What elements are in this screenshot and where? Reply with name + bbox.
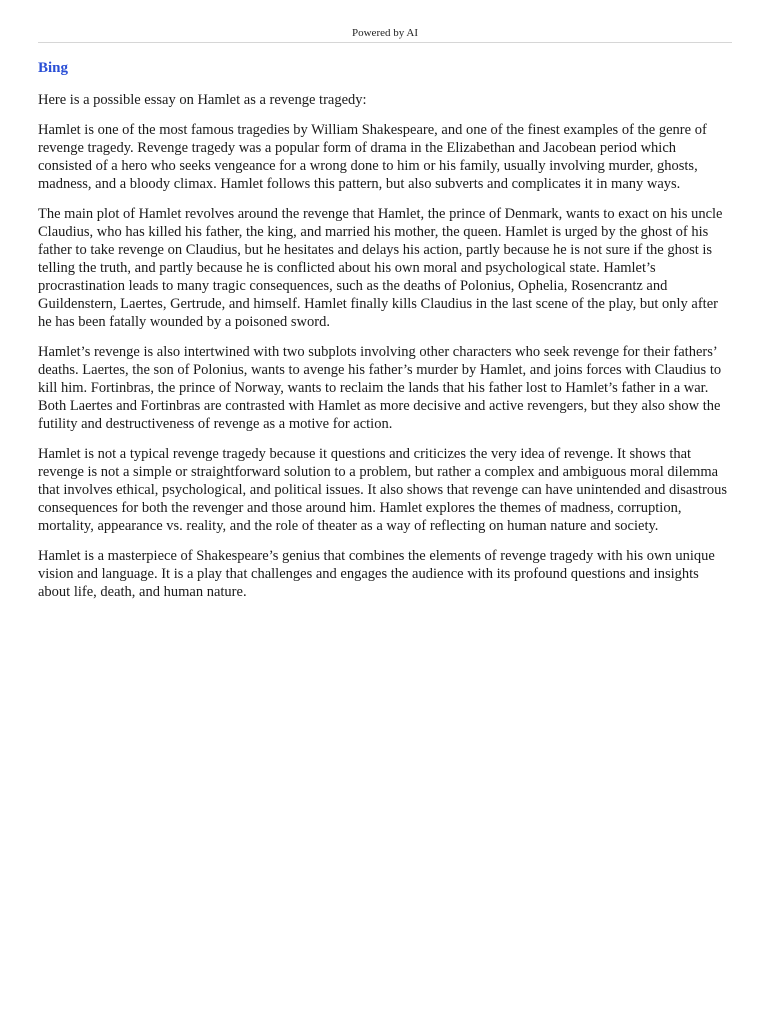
source-title: Bing [38, 60, 69, 76]
powered-by-label: Powered by AI [352, 27, 418, 39]
intro-line: Here is a possible essay on Hamlet as a revenge tragedy: [38, 92, 367, 108]
essay-content [38, 58, 730, 613]
essay-paragraph-3: Hamlet’s revenge is also intertwined with two subplots involving other characters who seek revenge for their fathers’ deaths. Laertes, the son of Polonius, wants to avenge his father’s murder by Hamlet, and joins forces with Claudius to kill him. Fortinbras, the prince of Norway, wants to reclaim the lands that his father lost to Hamlet’s father in a war. Both Laertes and Fortinbras are contrasted with Hamlet as more decisive and active revengers, but they also show the futility and destructiveness of revenge as a motive for action. [38, 344, 722, 432]
essay-paragraph-4: Hamlet is not a typical revenge tragedy because it questions and criticizes the very idea of revenge. It shows that revenge is not a simple or straightforward solution to a problem, but rather a complex and ambiguous moral dilemma that involves ethical, psychological, and political issues. It also shows that revenge can have unintended and disastrous consequences for both the revenger and those around him. Hamlet explores the themes of madness, corruption, mortality, appearance vs. reality, and the role of theater as a way of reflecting on human nature and society. [38, 446, 727, 534]
page-header [38, 26, 732, 43]
essay-paragraph-1: Hamlet is one of the most famous tragedies by William Shakespeare, and one of the finest examples of the genre of revenge tragedy. Revenge tragedy was a popular form of drama in the Elizabethan and Jacobean period which consisted of a hero who seeks vengeance for a wrong done to him or his family, usually involving murder, ghosts, madness, and a bloody climax. Hamlet follows this pattern, but also subverts and complicates it in many ways. [38, 122, 707, 192]
essay-paragraph-5: Hamlet is a masterpiece of Shakespeare’s genius that combines the elements of revenge tragedy with his own unique vision and language. It is a play that challenges and engages the audience with its profound questions and insights about life, death, and human nature. [38, 548, 715, 600]
essay-paragraph-2: The main plot of Hamlet revolves around the revenge that Hamlet, the prince of Denmark, wants to exact on his uncle Claudius, who has killed his father, the king, and married his mother, the queen. Hamlet is urged by the ghost of his father to take revenge on Claudius, but he hesitates and delays his action, partly because he is not sure if the ghost is telling the truth, and partly because he is conflicted about his own moral and psychological state. Hamlet’s procrastination leads to many tragic consequences, such as the deaths of Polonius, Ophelia, Rosencrantz and Guildenstern, Laertes, Gertrude, and himself. Hamlet finally kills Claudius in the last scene of the play, but only after he has been fatally wounded by a poisoned sword. [38, 206, 723, 330]
